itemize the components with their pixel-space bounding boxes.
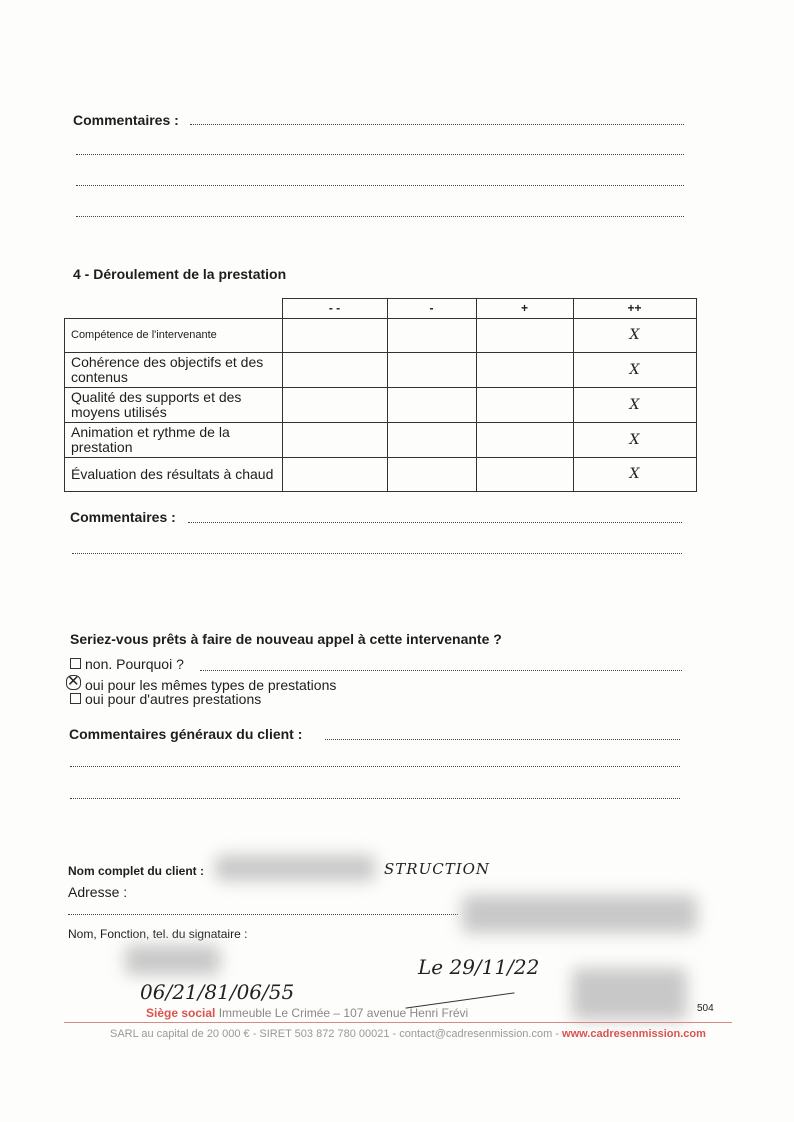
rating-cell[interactable] — [476, 353, 573, 388]
checkbox[interactable] — [70, 693, 81, 704]
column-header: - - — [282, 299, 387, 319]
row-label: Évaluation des résultats à chaud — [65, 458, 283, 492]
row-label: Compétence de l'intervenante — [65, 319, 283, 353]
siege-line — [146, 1006, 468, 1020]
rating-cell[interactable] — [387, 423, 476, 458]
rating-cell[interactable] — [387, 388, 476, 423]
reappeal-question: Seriez-vous prêts à faire de nouveau appel à cette intervenante ? — [70, 631, 502, 647]
comment-line[interactable] — [190, 124, 684, 125]
page-code: 504 — [697, 1003, 714, 1014]
rating-cell-checked[interactable]: X — [573, 388, 696, 423]
comment-line[interactable] — [72, 553, 682, 554]
rating-cell[interactable] — [387, 319, 476, 353]
option-non[interactable]: non. Pourquoi ? — [70, 656, 184, 672]
comment-line[interactable] — [76, 185, 684, 186]
row-label: Cohérence des objectifs et des contenus — [65, 353, 283, 388]
column-header: + — [476, 299, 573, 319]
rating-cell[interactable] — [282, 458, 387, 492]
rating-cell[interactable] — [476, 388, 573, 423]
column-header: - — [387, 299, 476, 319]
rating-cell[interactable] — [282, 319, 387, 353]
option-oui-memes[interactable]: ✕ oui pour les mêmes types de prestations — [67, 673, 337, 693]
table-row — [65, 319, 697, 353]
general-comments-label: Commentaires généraux du client : — [69, 726, 303, 742]
redacted-signatory — [125, 945, 220, 975]
rating-cell[interactable] — [282, 423, 387, 458]
comment-line[interactable] — [188, 522, 682, 523]
comment-line[interactable] — [70, 766, 680, 767]
signature-date-handwritten: Le 29/11/22 — [418, 955, 540, 979]
comment-line[interactable] — [70, 798, 680, 799]
legal-line — [110, 1028, 706, 1040]
comment-line[interactable] — [76, 216, 684, 217]
redacted-stamp — [572, 968, 687, 1020]
rating-cell-checked[interactable]: X — [573, 353, 696, 388]
client-name-handwritten: STRUCTION — [384, 860, 491, 878]
table-row — [65, 458, 697, 492]
website-link[interactable]: www.cadresenmission.com — [562, 1028, 706, 1040]
table-row — [65, 423, 697, 458]
address-line[interactable] — [68, 914, 458, 915]
rating-cell-checked[interactable]: X — [573, 319, 696, 353]
rating-cell-checked[interactable]: X — [573, 423, 696, 458]
table-row — [65, 388, 697, 423]
comments-label-section3: Commentaires : — [73, 112, 179, 128]
rating-cell-checked[interactable]: X — [573, 458, 696, 492]
siege-label: Siège social — [146, 1006, 216, 1020]
option-oui-autres[interactable]: oui pour d'autres prestations — [70, 691, 261, 707]
evaluation-table — [64, 298, 697, 492]
reason-line[interactable] — [200, 670, 682, 671]
rating-cell[interactable] — [387, 353, 476, 388]
section-title: 4 - Déroulement de la prestation — [73, 266, 287, 282]
column-header: ++ — [573, 299, 696, 319]
footer-divider — [64, 1022, 732, 1023]
comment-line[interactable] — [325, 739, 680, 740]
comments-label-section4: Commentaires : — [70, 509, 176, 525]
checkbox[interactable] — [70, 658, 81, 669]
signatory-phone-handwritten: 06/21/81/06/55 — [140, 980, 295, 1004]
row-label: Qualité des supports et des moyens utilisés — [65, 388, 283, 423]
comment-line[interactable] — [76, 154, 684, 155]
redacted-client-name — [215, 855, 375, 881]
signatory-label: Nom, Fonction, tel. du signataire : — [68, 927, 248, 941]
redacted-address — [462, 895, 697, 933]
rating-cell[interactable] — [476, 458, 573, 492]
rating-cell[interactable] — [282, 353, 387, 388]
legal-text: SARL au capital de 20 000 € - SIRET 503 872 780 00021 - contact@cadresenmission.com - — [110, 1028, 559, 1040]
address-label: Adresse : — [68, 884, 128, 900]
rating-cell[interactable] — [282, 388, 387, 423]
checkbox-checked[interactable] — [66, 675, 81, 690]
rating-cell[interactable] — [387, 458, 476, 492]
client-name-label: Nom complet du client : — [68, 864, 205, 878]
table-row — [65, 353, 697, 388]
siege-address: Immeuble Le Crimée – 107 avenue Henri Frévi — [218, 1006, 469, 1020]
row-label: Animation et rythme de la prestation — [65, 423, 283, 458]
rating-cell[interactable] — [476, 319, 573, 353]
rating-cell[interactable] — [476, 423, 573, 458]
check-x-icon: ✕ — [67, 673, 80, 690]
